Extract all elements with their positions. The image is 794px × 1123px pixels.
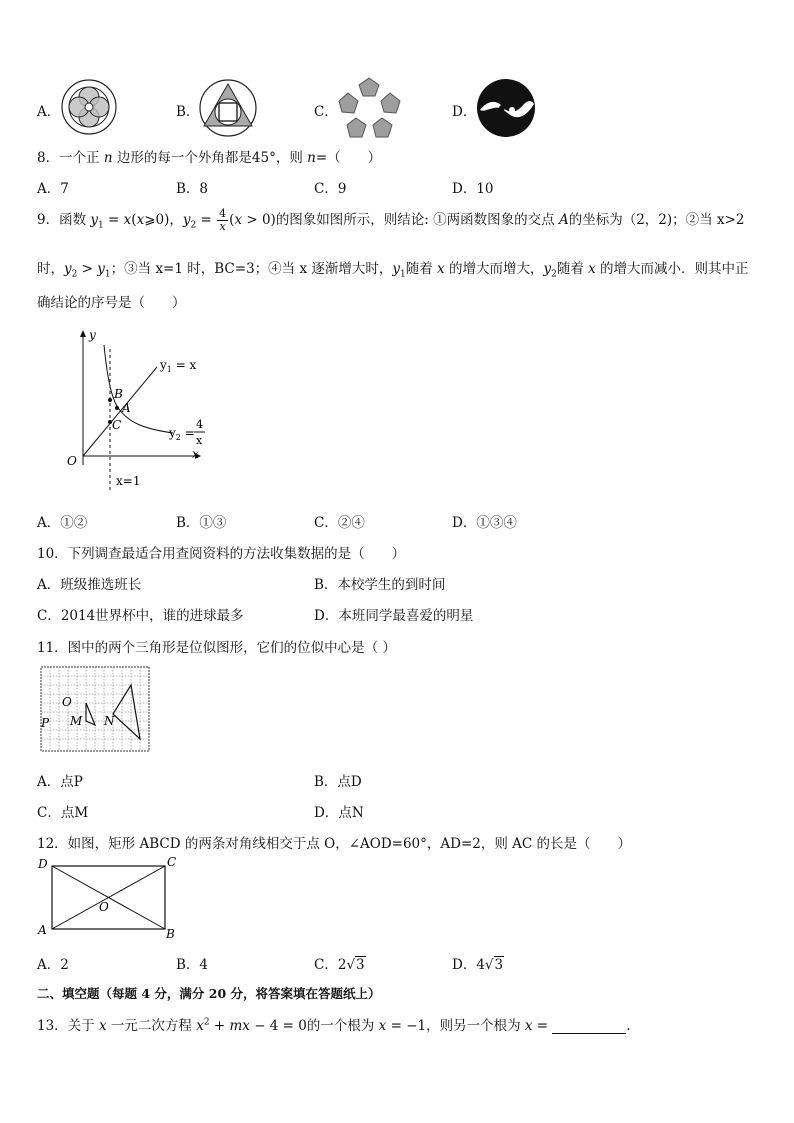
- q11-option-c[interactable]: C．点M: [37, 805, 89, 821]
- q11-stem: 11．图中的两个三角形是位似图形，它们的位似中心是（ ）: [37, 640, 396, 656]
- q12-option-a[interactable]: A．2: [37, 957, 69, 973]
- q10-option-a[interactable]: A．班级推选班长: [37, 577, 142, 593]
- q10-stem: 10．下列调查最适合用查阅资料的方法收集数据的是（ ）: [37, 546, 406, 562]
- q11-option-b[interactable]: B．点D: [314, 774, 362, 790]
- q7-option-d-label: D．: [452, 104, 477, 120]
- vertex-b-label: B: [166, 927, 175, 941]
- point-a-label: A: [122, 401, 131, 415]
- y2-label: $y_2$ =: [169, 426, 195, 442]
- section-2-heading: 二、填空题（每题 4 分，满分 20 分，将答案填在答题纸上）: [37, 986, 381, 1001]
- q12-option-c[interactable]: C．2√3: [314, 957, 365, 973]
- line-y1: [83, 367, 157, 456]
- point-p-label: P: [41, 716, 50, 730]
- q7-figure-b: [198, 78, 258, 138]
- q7-figure-d: [476, 78, 536, 138]
- origin-label: O: [67, 454, 77, 468]
- q8-option-a[interactable]: A．7: [37, 181, 69, 197]
- vertex-c-label: C: [167, 855, 177, 869]
- point-m-label: M: [70, 714, 83, 728]
- q12-option-d[interactable]: D．4√3: [452, 957, 504, 973]
- q13-answer-blank[interactable]: [552, 1019, 626, 1034]
- q8-option-d[interactable]: D．10: [452, 181, 494, 197]
- q7-option-a-label: A．: [37, 104, 61, 120]
- q9-option-b[interactable]: B．①③: [176, 515, 227, 531]
- y2-frac-num: 4: [196, 418, 203, 431]
- q12-rectangle-figure: [36, 852, 181, 942]
- q9-stem-line3: 确结论的序号是（ ）: [37, 295, 186, 311]
- q8-stem: 8．一个正 n 边形的每一个外角都是45°，则 n=（ ）: [37, 150, 382, 166]
- y-axis-arrow: [80, 330, 86, 337]
- center-o-label: O: [99, 900, 109, 914]
- vertex-a-label: A: [38, 923, 47, 937]
- q7-option-b-label: B．: [176, 104, 200, 120]
- q9-option-c[interactable]: C．②④: [314, 515, 365, 531]
- q8-option-b[interactable]: B．8: [176, 181, 209, 197]
- q11-option-a[interactable]: A．点P: [37, 774, 83, 790]
- q8-option-c[interactable]: C．9: [314, 181, 347, 197]
- point-n-label: N: [104, 714, 115, 728]
- q13-stem: 13．关于 x 一元二次方程 $x^2$ + mx − 4 = 0的一个根为 x = −1，则另一个根为 x = ．: [37, 1017, 640, 1034]
- q7-figure-c: [336, 76, 402, 140]
- y1-label: $y_1 = x$: [160, 358, 197, 374]
- q12-option-b[interactable]: B．4: [176, 957, 209, 973]
- q11-grid-figure: [40, 666, 150, 752]
- point-c-label: C: [112, 418, 122, 432]
- point-o-label: O: [62, 695, 72, 709]
- q10-option-c[interactable]: C．2014世界杯中，谁的进球最多: [37, 608, 244, 624]
- q10-option-b[interactable]: B．本校学生的到时间: [314, 577, 446, 593]
- q9-function-graph: [55, 325, 215, 495]
- q9-stem-line1: 9．函数 $y_1$ = x(x⩾0)，$y_2$ = $\frac{4}{x}$ (x > 0)的图象如图所示，则结论: ①两函数图象的交点 A的坐标为（2，2)；②当 x>2: [37, 207, 745, 233]
- q10-option-d[interactable]: D．本班同学最喜爱的明星: [314, 608, 474, 624]
- q9-stem-line2: 时，$y_2 > y_1$；③当 x=1 时，BC=3；④当 x 逐渐增大时，$y_1$随着 x 的增大而增大，$y_2$随着 x 的增大而减小．则其中正: [37, 261, 749, 280]
- x-axis-label: x: [192, 447, 199, 461]
- vertex-d-label: D: [38, 857, 48, 871]
- q12-stem: 12．如图，矩形 ABCD 的两条对角线相交于点 O，∠AOD=60°，AD=2，则 AC 的长是（ ）: [37, 836, 632, 852]
- point-b-label: B: [114, 387, 123, 401]
- q7-figure-a: [60, 78, 118, 136]
- y2-frac-den: x: [196, 434, 203, 447]
- q9-option-d[interactable]: D．①③④: [452, 515, 517, 531]
- x-eq-1-label: x=1: [116, 474, 141, 488]
- q7-option-c-label: C．: [314, 104, 338, 120]
- y-axis-label: y: [89, 328, 96, 342]
- q11-option-d[interactable]: D．点N: [314, 805, 364, 821]
- q9-option-a[interactable]: A．①②: [37, 515, 88, 531]
